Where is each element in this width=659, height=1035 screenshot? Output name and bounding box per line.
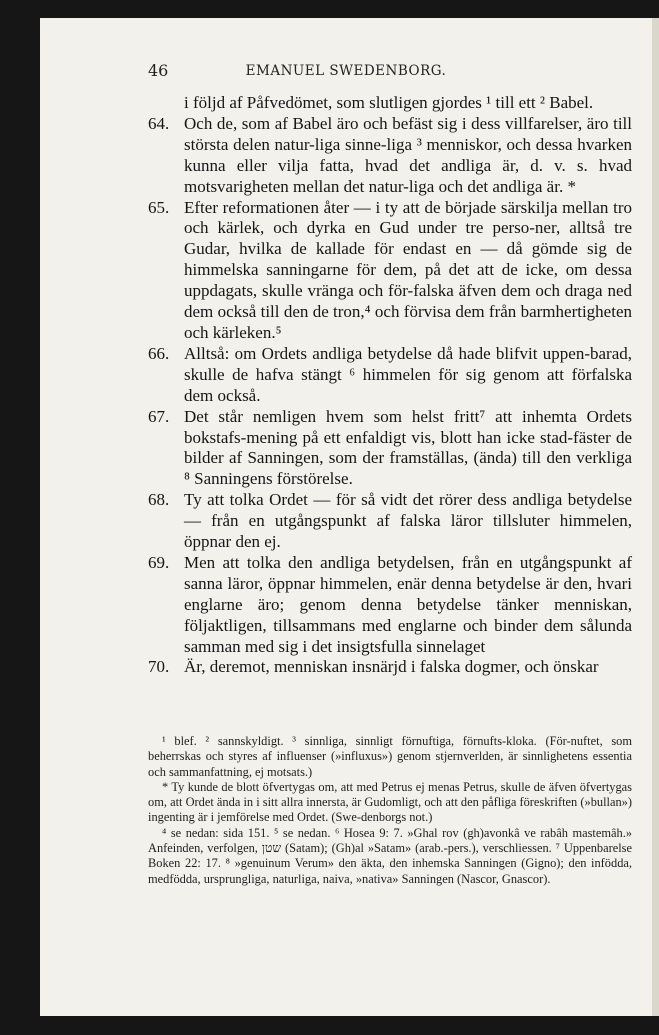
page-number: 46 [148,61,169,80]
running-title: EMANUEL SWEDENBORG. [245,63,447,79]
paragraph [148,657,632,678]
main-text [148,93,632,678]
paragraph [148,114,632,198]
paragraph-number: 66. [148,343,170,363]
footnote: * Ty kunde de blott öfvertygas om, att med Petrus ej menas Petrus, skulle de äfven öfvertygas om, att Ordet ända in i sitt allra innersta, är Gudomligt, och att den påfliga föreskriften (»bullan») ingenting är i jemförelse med Ordet. (Swe-denborgs not.) [148,779,632,825]
paragraph-number: 67. [148,406,170,426]
paragraph-number: 65. [148,197,170,217]
paragraph [148,490,632,553]
footnote: ⁴ se nedan: sida 151. ⁵ se nedan. ⁶ Hosea 9: 7. »Ghal rov (gh)avonkâ ve rabâh mastemâh.» Anfeinden, verfolgen, שטן (Satam); (Gh)al »Satam» (arab.-pers.), verschliessen. ⁷ Uppenbarelse Boken 22: 17. ⁸ »genuinum Verum» den äkta, den inhemska Sanningen (Gigno); den infödda, medfödda, ursprungliga, naturliga, naiva, »nativa» Sanningen (Nascor, Gnascor). [148,825,632,886]
paragraph-text: Efter reformationen åter — i ty att de började särskilja mellan tro och kärlek, och dyrka en Gud under tre perso-ner, alltså tre Gudar, hvilka de kallade för endast en — då gömde sig de himmelska sanningarne för dem, på det att de icke, om dessa uppdagats, skulle vränga och för-falska äfven dem och draga ned dem också till den de tron,⁴ och förvisa dem från barmhertigheten och kärleken.⁵ [184,197,632,342]
paragraph-text: Är, deremot, menniskan insnärjd i falska dogmer, och önskar [184,657,599,677]
paragraph-text: Ty att tolka Ordet — för så vidt det rörer dess andliga betydelse — från en utgångspunkt af falska läror tillsluter himmelen, öppnar den ej. [184,490,632,552]
paragraph-number: 70. [148,657,170,677]
paragraph-text: Det står nemligen hvem som helst fritt⁷ att inhemta Ordets bokstafs-mening på ett enfaldigt vis, blott han icke stad-fäster de bilder af Sanningen, som der framställas, (ända) till den verkliga ⁸ Sanningens förstörelse. [184,406,632,489]
paragraph-text: Alltså: om Ordets andliga betydelse då hade blifvit uppen-barad, skulle de hafva stängt ⁶ himmelen för sig genom att förfalska dem också. [184,343,632,405]
paragraph [148,407,632,491]
footnote: ¹ blef. ² sannskyldigt. ³ sinnliga, sinnligt förnuftiga, förnufts-kloka. (För-nuftet, som beherrskas och styres af influenser (»influxus») genom stjernverlden, är sinnlighetens essentia och sammanfattning, ej motsats.) [148,734,632,779]
book-page [40,18,652,1016]
paragraph-number: 69. [148,552,170,572]
paragraph-text: Men att tolka den andliga betydelsen, från en utgångspunkt af sanna läror, öppnar himmelen, enär denna betydelse är den, hvari englarne äro; genom denna betydelse tänker menniskan, följaktligen, tillsammans med englarne och binder dem sålunda samman med sig i det insigtsfulla sinnelaget [184,552,632,656]
paragraph-number: 68. [148,490,170,510]
paragraph-text: i följd af Påfvedömet, som slutligen gjordes ¹ till ett ² Babel. [184,93,594,112]
page-edge [652,18,659,1016]
paragraph [148,344,632,407]
footnotes [148,734,632,887]
paragraph [148,93,632,114]
paragraph-number: 64. [148,113,170,133]
paragraph-text: Och de, som af Babel äro och befäst sig i dess villfarelser, äro till största delen natur-liga sinne-liga ³ menniskor, och dessa hvarken kunna eller vilja fatta, hvad det andliga är, d. v. s. hvad motsvarigheten mellan det natur-liga och det andliga är. * [184,113,632,196]
page-header [40,61,652,81]
paragraph [148,553,632,658]
paragraph [148,198,632,344]
